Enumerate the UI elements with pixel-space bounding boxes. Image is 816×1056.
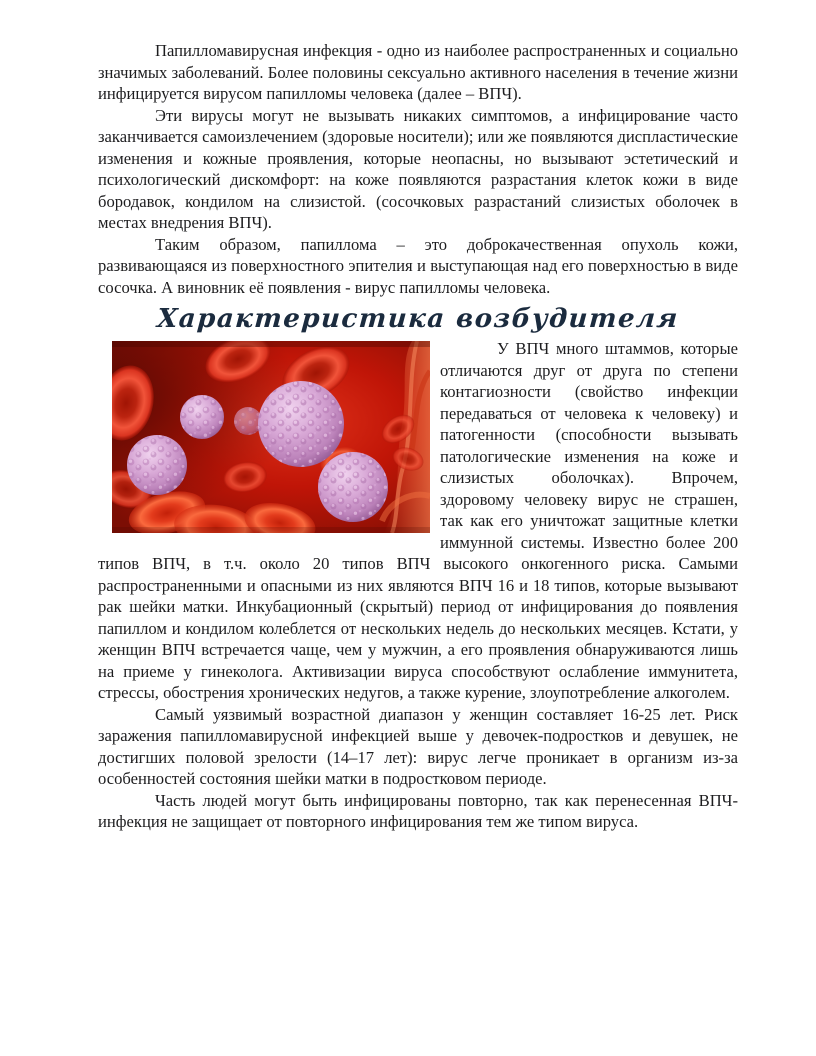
paragraph-symptoms: Эти вирусы могут не вызывать никаких симптомов, а инфицирование часто заканчивается самоизлечением (здоровые носители); или же появляются диспластические изменения и кожные проявления, которые неопасны, но вызывают эстетический и психологический дискомфорт: на коже появляются разрастания клеток кожи в виде бородавок, кондилом на слизистой. (сосочковых разрастаний слизистых оболочек в местах внедрения ВПЧ).: [98, 105, 738, 232]
paragraph-intro: Папилломавирусная инфекция - одно из наиболее распространенных и социально значимых заболеваний. Более половины сексуально активного населения в течение жизни инфицируется вирусом папилломы человека (далее – ВПЧ).: [98, 41, 738, 103]
hpv-blood-image: [112, 341, 430, 533]
virus-particle-left: [127, 435, 187, 495]
paragraph-definition: Таким образом, папиллома – это доброкачественная опухоль кожи, развивающаяся из поверхностного эпителия и выступающая над его поверхностью в виде сосочка. А виновник её появления - вирус папилломы человека.: [98, 234, 738, 297]
virus-particle-right-bottom: [318, 452, 388, 522]
section-heading: Характеристика возбудителя: [156, 304, 680, 334]
virus-particle-large-center: [258, 381, 344, 467]
paragraph-reinfection: Часть людей могут быть инфицированы повторно, так как перенесенная ВПЧ-инфекция не защищает от повторного инфицирования тем же типом вируса.: [98, 790, 738, 831]
paragraph-strains-text: У ВПЧ много штаммов, которые отличаются друг от друга по степени контагиозности (свойство инфекции передаваться от человека к человеку) и патогенности (способности вызывать патологические изменения на коже и слизистых оболочках). Впрочем, здоровому человеку вирус не страшен, так как его уничтожат защитные клетки иммунной системы. Известно более 200 типов ВПЧ, в т.ч. около 20 типов ВПЧ высокого онкогенного риска. Самыми распространенными и опасными из них являются ВПЧ 16 и 18 типов, которые вызывают рак шейки матки. Инкубационный (скрытый) период от инфицирования до появления папиллом и кондилом колеблется от нескольких недель до нескольких месяцев. Кстати, у женщин ВПЧ встречается чаще, чем у мужчин, а его проявления обнаруживаются лишь на приеме у гинеколога. Активизации вируса способствуют ослабление иммунитета, стрессы, обострения хронических недугов, а также курение, злоупотребление алкоголем.: [98, 339, 738, 702]
illustrated-paragraph-block: [98, 338, 738, 704]
virus-particle-small-top: [180, 395, 224, 439]
paragraph-age-risk: Самый уязвимый возрастной диапазон у женщин составляет 16-25 лет. Риск заражения папилломавирусной инфекцией выше у девочек-подростков и девушек, не достигших половой зрелости (14–17 лет): вирус легче проникает в организм из-за особенностей состояния шейки матки в подростковом периоде.: [98, 704, 738, 788]
